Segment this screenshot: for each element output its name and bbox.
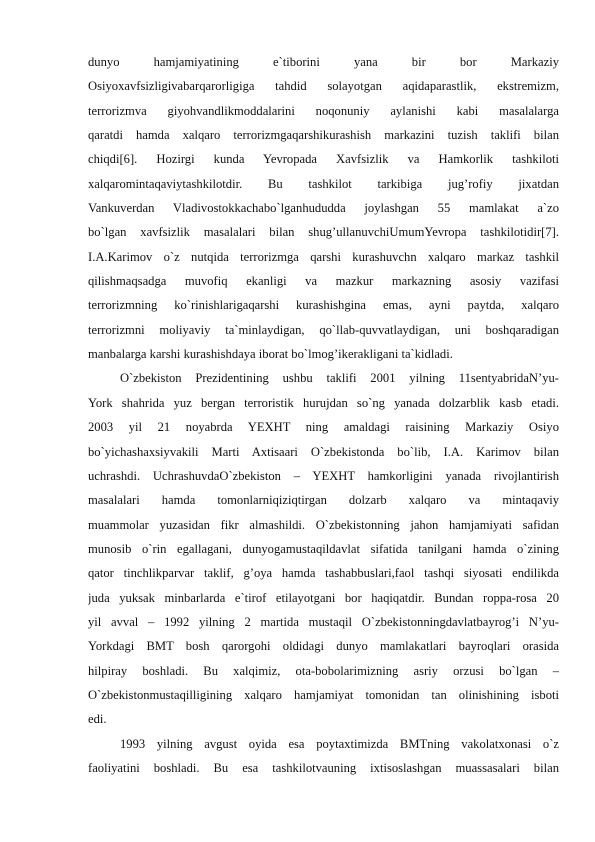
text-line: O`zbekiston Prezidentining ushbu taklifi 2001 yilning 11sentyabridaN’yu- <box>120 371 559 386</box>
text-line: manbalarga karshi kurashishdaya iborat bo`lmog’ikerakligani ta`kidladi. <box>88 347 453 362</box>
text-line: bo`lgan xavfsizlik masalalari bilan shug’ullanuvchiUmumYevropa tashkilotidir[7]. <box>88 225 559 240</box>
text-line: terrorizmni moliyaviy ta`minlaydigan, qo`llab-quvvatlaydigan, uni boshqaradigan <box>88 322 559 337</box>
text-line: muammolar yuzasidan fikr almashildi. O`zbekistonning jahon hamjamiyati safidan <box>88 517 559 532</box>
text-line: qaratdi hamda xalqaro terrorizmgaqarshikurashish markazini tuzish taklifi bilan <box>88 128 559 143</box>
text-line: Osiyoxavfsizligivabarqarorligiga tahdid solayotgan aqidaparastlik, ekstremizm, <box>88 79 559 94</box>
text-line: chiqdi[6]. Hozirgi kunda Yevropada Xavfsizlik va Hamkorlik tashkiloti <box>88 152 559 167</box>
text-line: 2003 yil 21 noyabrda YEXHT ning amaldagi raisining Markaziy Osiyo <box>88 420 559 435</box>
text-line: xalqaromintaqaviytashkilotdir. Bu tashkilot tarkibiga jug’rofiy jixatdan <box>88 176 559 191</box>
text-line: munosib o`rin egallagani, dunyogamustaqildavlat sifatida tanilgani hamda o`zining <box>88 541 559 556</box>
text-line: dunyo hamjamiyatining e`tiborini yana bir bor Markaziy <box>88 55 559 69</box>
text-line: 1993 yilning avgust oyida esa poytaxtimizda BMTning vakolatxonasi o`z <box>120 736 559 751</box>
text-line: qator tinchlikparvar taklif, g’oya hamda tashabbuslari,faol tashqi siyosati endilikda <box>88 566 559 581</box>
text-line: terrorizmva giyohvandlikmoddalarini noqonuniy aylanishi kabi masalalarga <box>88 103 559 118</box>
text-line: masalalari hamda tomonlarniqiziqtirgan dolzarb xalqaro va mintaqaviy <box>88 493 559 508</box>
text-line: I.A.Karimov o`z nutqida terrorizmga qarshi kurashuvchn xalqaro markaz tashkil <box>88 249 559 264</box>
text-line: terrorizmning ko`rinishlarigaqarshi kurashishgina emas, ayni paytda, xalqaro <box>88 298 559 313</box>
text-line: O`zbekistonmustaqilligining xalqaro hamjamiyat tomonidan tan olinishining isboti <box>88 687 559 702</box>
text-line: bo`yichashaxsiyvakili Marti Axtisaari O`zbekistonda bo`lib, I.A. Karimov bilan <box>88 444 559 459</box>
text-line: York shahrida yuz bergan terroristik hurujdan so`ng yanada dolzarblik kasb etadi. <box>88 395 559 410</box>
text-line: juda yuksak minbarlarda e`tirof etilayotgani bor haqiqatdir. Bundan roppa-rosa 20 <box>88 590 559 605</box>
text-line: Yorkdagi BMT bosh qarorgohi oldidagi dunyo mamlakatlari bayroqlari orasida <box>88 639 559 654</box>
text-line: Vankuverdan Vladivostokkachabo`lganhududda joylashgan 55 mamlakat a`zo <box>88 201 559 216</box>
text-line: hilpiray boshladi. Bu xalqimiz, ota-bobolarimizning asriy orzusi bo`lgan – <box>88 663 559 678</box>
body-text <box>88 50 559 780</box>
text-line: uchrashdi. UchrashuvdaO`zbekiston – YEXHT hamkorligini yanada rivojlantirish <box>88 468 559 483</box>
text-line: edi. <box>88 712 107 727</box>
text-line: yil avval – 1992 yilning 2 martida mustaqil O`zbekistonningdavlatbayrog’i N’yu- <box>88 614 559 629</box>
text-line: qilishmaqsadga muvofiq ekanligi va mazkur markazning asosiy vazifasi <box>88 274 559 289</box>
text-line: faoliyatini boshladi. Bu esa tashkilotvauning ixtisoslashgan muassasalari bilan <box>88 760 559 775</box>
